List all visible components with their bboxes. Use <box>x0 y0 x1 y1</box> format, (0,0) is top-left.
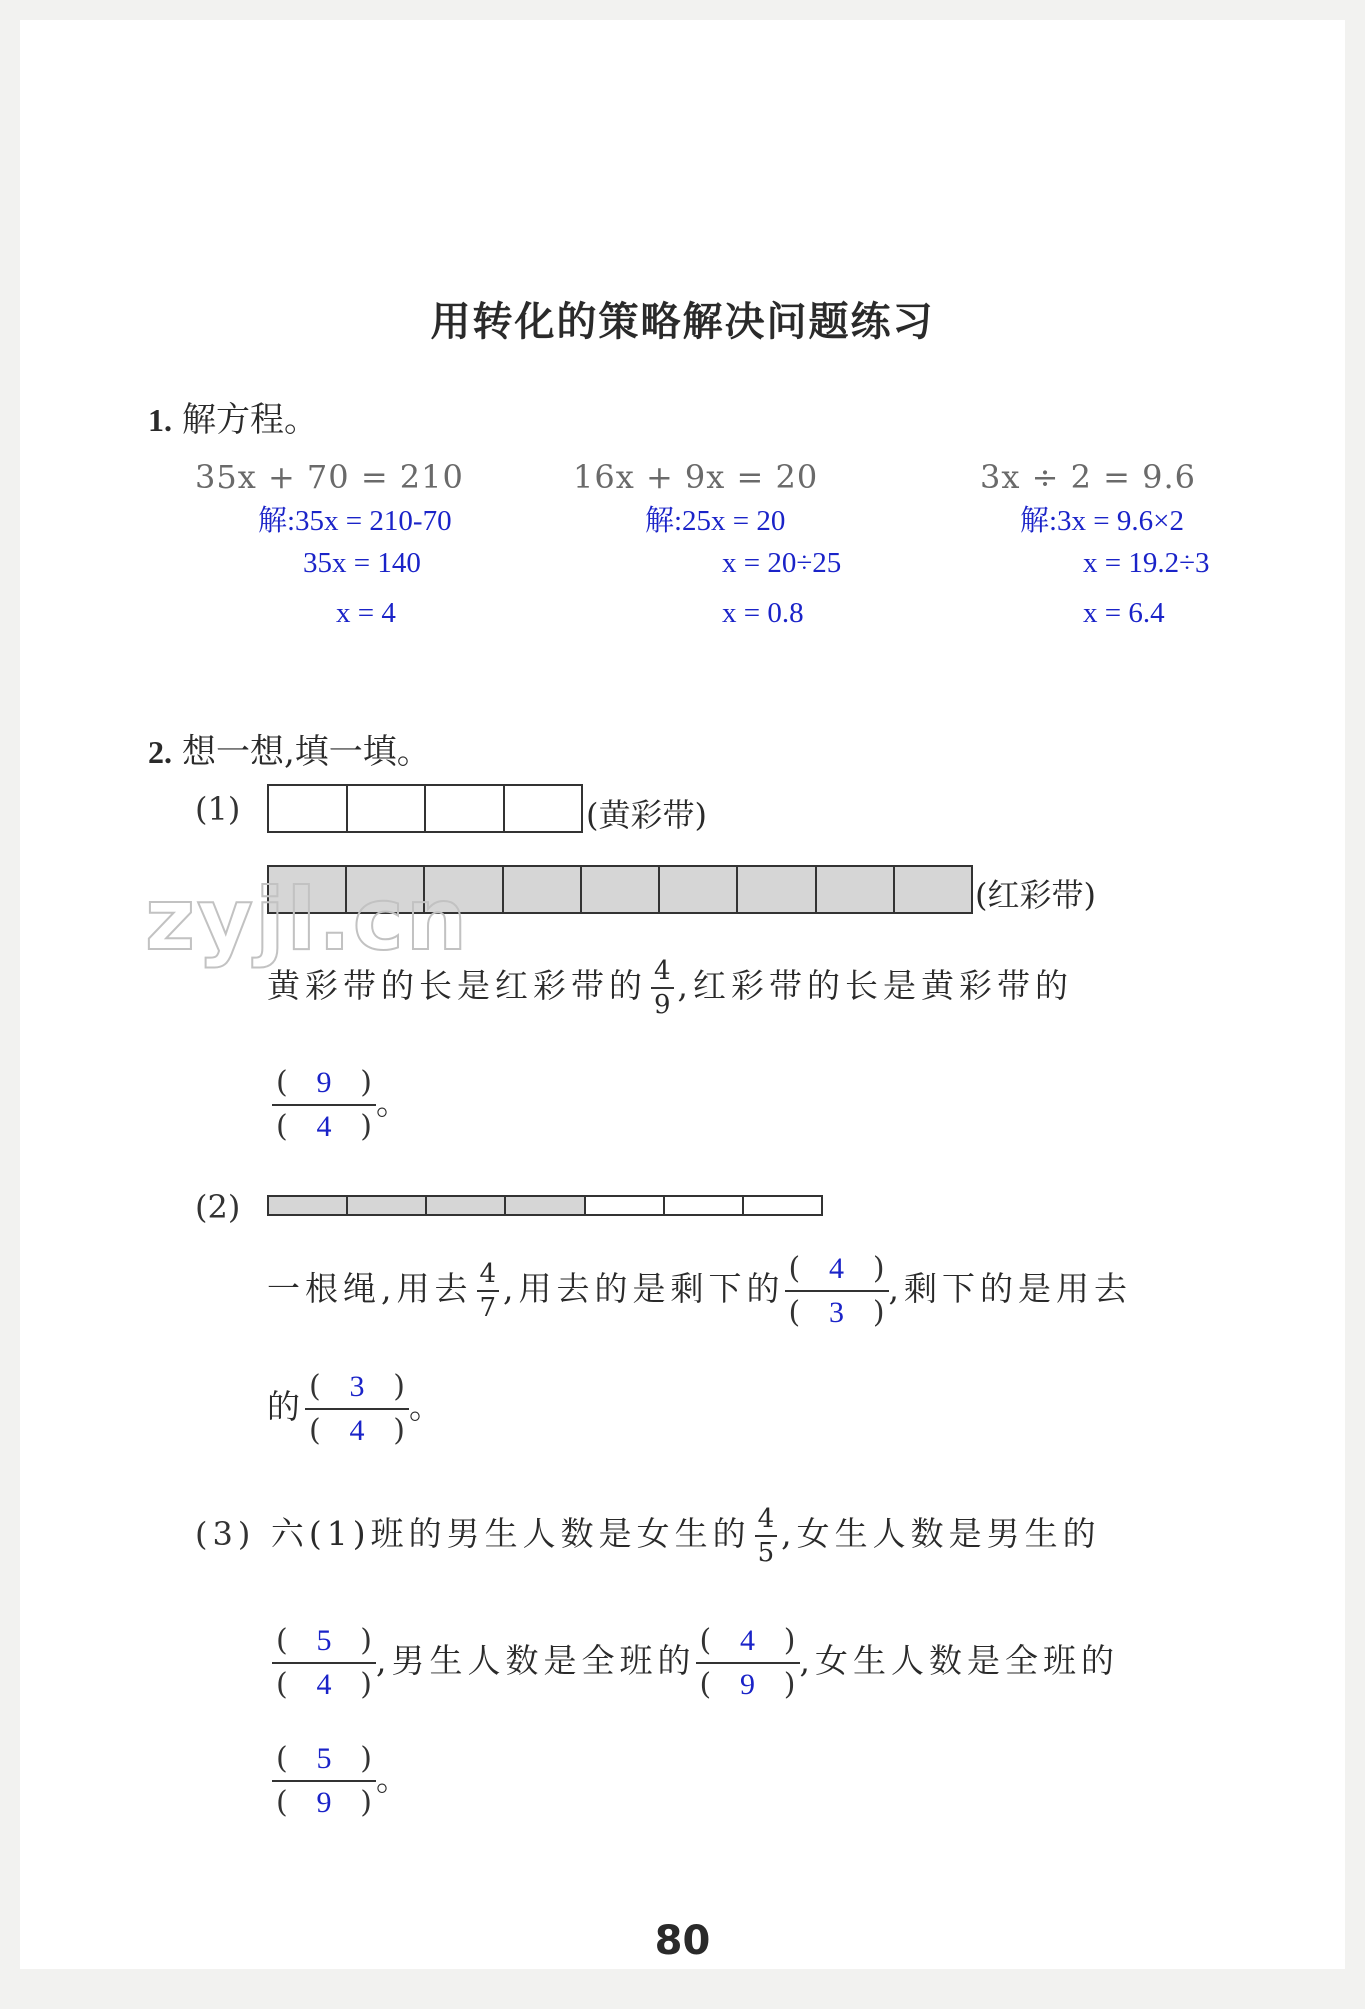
equation-3-step-1: 解:3x = 9.6×2 <box>1020 505 1185 537</box>
question-2-prompt: 想一想,填一填。 <box>182 732 431 772</box>
yellow-ribbon-cell <box>505 786 582 831</box>
part-1-answer: ( 9 ) ( 4 ) 。 <box>272 1066 414 1144</box>
equation-3-step-3: x = 6.4 <box>1083 597 1165 629</box>
part-1-text-b: ,红彩带的长是黄彩带的 <box>677 966 1074 1005</box>
equation-3-step-2: x = 19.2÷3 <box>1083 547 1210 579</box>
equation-1-step-1: 解:35x = 210-70 <box>258 505 452 537</box>
part-3-text-cont: ( 5 ) ( 4 ) ,男生人数是全班的 ( 4 ) ( 9 ) ,女生人数是全班的 <box>272 1624 1119 1702</box>
answer-blank-part-3b: ( 4 ) ( 9 ) <box>696 1624 800 1702</box>
equation-1-step-2: 35x = 140 <box>303 547 421 579</box>
red-ribbon-cell <box>660 867 738 912</box>
red-ribbon-cell <box>738 867 816 912</box>
answer-blank-part-3a: ( 5 ) ( 4 ) <box>272 1624 376 1702</box>
rope-segment <box>506 1197 585 1214</box>
yellow-ribbon-label: (黄彩带) <box>586 796 707 834</box>
equation-2-step-2: x = 20÷25 <box>722 547 842 579</box>
fraction-4-5: $\frac{4}{5}$ <box>755 1506 778 1566</box>
equation-2-step-1: 解:25x = 20 <box>645 505 786 537</box>
red-ribbon-cell <box>817 867 895 912</box>
equation-2: 16x + 9x = 20 <box>573 458 819 496</box>
yellow-ribbon-cell <box>269 786 348 831</box>
rope-segment <box>269 1197 348 1214</box>
rope-segment <box>586 1197 665 1214</box>
part-1-text-a: 黄彩带的长是红彩带的 <box>267 966 647 1005</box>
question-1-heading <box>148 392 318 441</box>
part-3-label: (3) <box>195 1515 256 1553</box>
red-ribbon-cell <box>504 867 582 912</box>
fraction-numerator: 4 <box>651 958 674 989</box>
part-2-label: (2) <box>195 1188 241 1226</box>
part-1-text <box>267 958 1073 1018</box>
red-ribbon-label: (红彩带) <box>975 876 1096 914</box>
rope-segment <box>427 1197 506 1214</box>
part-2-text: 一根绳,用去 $\frac{4}{7}$ ,用去的是剩下的 ( 4 ) ( 3 ) ,剩下的是用去 <box>267 1251 1133 1330</box>
answer-blank-part-3c: ( 5 ) ( 9 ) <box>272 1742 376 1820</box>
page-title: 用转化的策略解决问题练习 <box>430 299 935 345</box>
part-2-text-cont: 的 ( 3 ) ( 4 ) 。 <box>267 1369 447 1448</box>
equation-1-step-3: x = 4 <box>336 597 396 629</box>
fraction-4-7: $\frac{4}{7}$ <box>477 1261 500 1321</box>
equation-3: 3x ÷ 2 = 9.6 <box>980 458 1196 496</box>
answer-denominator: 4 <box>316 1110 332 1143</box>
yellow-ribbon-cell <box>426 786 505 831</box>
page-number: 80 <box>654 1918 711 1964</box>
red-ribbon-cell <box>895 867 971 912</box>
part-3-answer: ( 5 ) ( 9 ) 。 <box>272 1742 414 1820</box>
rope-strip <box>267 1195 823 1216</box>
answer-numerator: 9 <box>316 1066 332 1099</box>
part-1-label: (1) <box>195 790 241 828</box>
fraction-4-9 <box>651 958 674 1018</box>
equation-2-step-3: x = 0.8 <box>722 597 804 629</box>
red-ribbon-cell <box>582 867 660 912</box>
watermark: zyjl.cn <box>145 870 469 970</box>
rope-segment <box>665 1197 744 1214</box>
answer-blank-part-2a: ( 4 ) ( 3 ) <box>785 1252 889 1330</box>
question-2-heading <box>148 724 431 773</box>
yellow-ribbon-cell <box>348 786 427 831</box>
equation-1: 35x + 70 = 210 <box>195 458 464 496</box>
rope-segment <box>744 1197 821 1214</box>
question-1-number: 1. <box>148 402 172 438</box>
answer-blank-part-1: ( 9 ) ( 4 ) <box>272 1066 376 1144</box>
yellow-ribbon-strip <box>267 784 583 833</box>
workbook-page <box>20 20 1345 1969</box>
rope-segment <box>348 1197 427 1214</box>
question-1-prompt: 解方程。 <box>182 400 318 440</box>
question-2-number: 2. <box>148 734 172 770</box>
answer-blank-part-2b: ( 3 ) ( 4 ) <box>305 1370 409 1448</box>
part-3-text: (3) 六(1)班的男生人数是女生的 $\frac{4}{5}$ ,女生人数是男生的 <box>195 1504 1101 1568</box>
fraction-denominator: 9 <box>654 990 671 1020</box>
